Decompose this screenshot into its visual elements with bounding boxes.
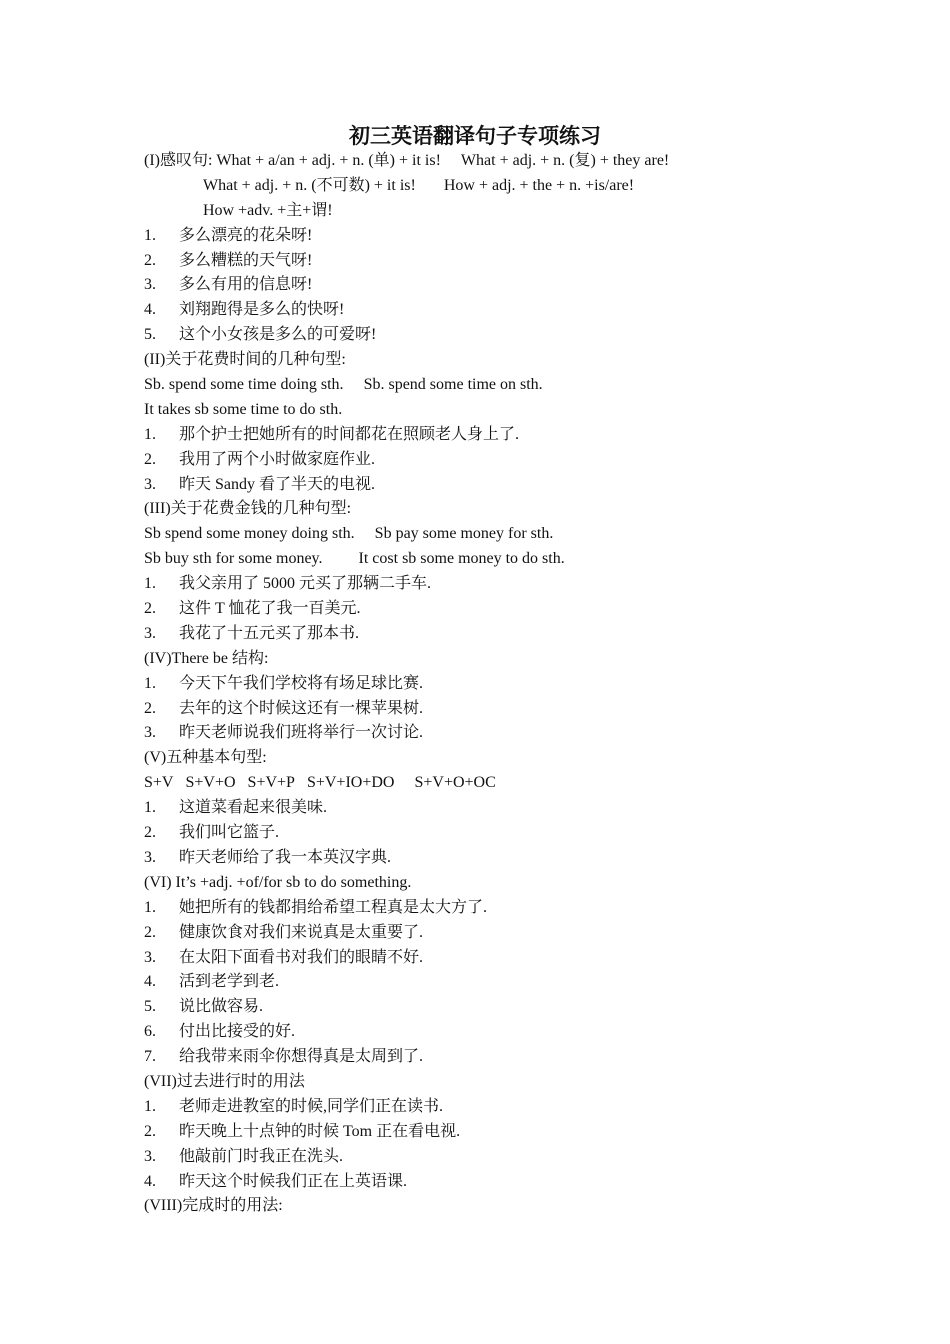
sentence-pattern: It cost sb some money to do sth. [358,550,565,568]
item-number: 1. [144,1097,156,1115]
item-text: 付出比接受的好. [179,1023,296,1041]
list-item [144,672,824,697]
sentence-pattern: Sb. spend some time doing sth. [144,376,344,394]
list-item [144,473,824,498]
section-header-text: (IV)There be 结构: [144,649,269,667]
sentence-pattern: Sb spend some money doing sth. [144,525,355,543]
item-text: 昨天老师给了我一本英汉字典. [179,848,392,866]
item-text: 刘翔跑得是多么的快呀! [179,301,345,319]
item-number: 4. [144,301,156,319]
pattern-line [144,373,824,398]
item-text: 活到老学到老. [179,973,280,991]
list-item [144,921,824,946]
item-text: 在太阳下面看书对我们的眼睛不好. [179,948,424,966]
item-text: 这道菜看起来很美味. [179,799,328,817]
list-item [144,896,824,921]
item-number: 5. [144,998,156,1016]
item-number: 3. [144,848,156,866]
list-item [144,622,824,647]
page-title: 初三英语翻译句子专项练习 [349,124,601,148]
item-number: 4. [144,973,156,991]
section-header-text: (III)关于花费金钱的几种句型: [144,500,352,518]
item-text: 今天下午我们学校将有场足球比赛. [179,674,424,692]
item-text: 我们叫它篮子. [179,824,280,842]
item-text: 昨天这个时候我们正在上英语课. [179,1172,408,1190]
item-text: 给我带来雨伞你想得真是太周到了. [179,1048,424,1066]
list-item [144,249,824,274]
list-item [144,1170,824,1195]
list-item [144,597,824,622]
section-header-iv [144,647,824,672]
section-header-vii [144,1070,824,1095]
list-item [144,995,824,1020]
list-item [144,1045,824,1070]
item-text: 这件 T 恤花了我一百美元. [179,600,361,618]
item-number: 5. [144,326,156,344]
list-item [144,796,824,821]
sentence-pattern: How + adj. + the + n. +is/are! [443,176,635,194]
section-header-vi [144,871,824,896]
list-item [144,298,824,323]
list-item [144,423,824,448]
item-text: 说比做容易. [179,998,264,1016]
list-item [144,821,824,846]
pattern-line [144,398,824,423]
item-number: 1. [144,799,156,817]
item-text: 我父亲用了 5000 元买了那辆二手车. [179,575,432,593]
list-item [144,273,824,298]
item-text: 昨天 Sandy 看了半天的电视. [179,475,376,493]
list-item [144,448,824,473]
sentence-pattern: How +adv. +主+谓! [203,201,333,219]
sentence-pattern: Sb. spend some time on sth. [363,376,543,394]
item-text: 昨天老师说我们班将举行一次讨论. [179,724,424,742]
list-item [144,323,824,348]
item-number: 2. [144,1122,156,1140]
item-number: 3. [144,475,156,493]
item-text: 去年的这个时候这还有一棵苹果树. [179,699,424,717]
list-item [144,970,824,995]
item-number: 2. [144,600,156,618]
section-header-viii [144,1194,824,1219]
item-text: 我花了十五元买了那本书. [179,624,360,642]
item-number: 1. [144,425,156,443]
item-text: 多么糟糕的天气呀! [179,251,313,269]
sentence-pattern: S+V+O+OC [414,774,496,792]
item-text: 老师走进教室的时候,同学们正在读书. [179,1097,444,1115]
section-header-text: (VI) It’s +adj. +of/for sb to do something. [144,873,412,891]
section-header-text: (II)关于花费时间的几种句型: [144,351,346,369]
sentence-pattern: It takes sb some time to do sth. [144,400,343,418]
item-number: 4. [144,1172,156,1190]
pattern-line [144,771,824,796]
list-item [144,1095,824,1120]
section-header-text: (VII)过去进行时的用法 [144,1072,305,1090]
item-number: 6. [144,1023,156,1041]
exercise-content [144,149,824,1219]
item-number: 3. [144,724,156,742]
list-item [144,1020,824,1045]
section-header-v [144,746,824,771]
item-text: 这个小女孩是多么的可爱呀! [179,326,377,344]
sentence-pattern: S+V+IO+DO [306,774,395,792]
item-number: 1. [144,226,156,244]
list-item [144,1145,824,1170]
item-number: 2. [144,450,156,468]
section-header-text: (VIII)完成时的用法: [144,1197,283,1215]
item-number: 1. [144,674,156,692]
section-header-ii [144,348,824,373]
item-number: 3. [144,948,156,966]
section-header-i [144,149,824,174]
sentence-pattern: Sb buy sth for some money. [144,550,323,568]
item-number: 2. [144,824,156,842]
pattern-line [144,547,824,572]
item-text: 那个护士把她所有的时间都花在照顾老人身上了. [179,425,520,443]
sentence-pattern: S+V+O [185,774,236,792]
item-text: 健康饮食对我们来说真是太重要了. [179,923,424,941]
list-item [144,697,824,722]
item-number: 3. [144,1147,156,1165]
item-number: 1. [144,575,156,593]
list-item [144,946,824,971]
sentence-pattern: S+V+P [247,774,295,792]
item-text: 昨天晚上十点钟的时候 Tom 正在看电视. [179,1122,461,1140]
section-header-extra: What + adj. + n. (复) + they are! [460,152,670,169]
item-number: 7. [144,1048,156,1066]
sentence-pattern: Sb pay some money for sth. [374,525,554,543]
item-number: 2. [144,251,156,269]
item-text: 多么漂亮的花朵呀! [179,226,313,244]
item-text: 她把所有的钱都捐给希望工程真是太大方了. [179,898,488,916]
pattern-line [144,174,824,199]
item-text: 我用了两个小时做家庭作业. [179,450,376,468]
section-header-text: (V)五种基本句型: [144,749,267,767]
pattern-line [144,199,824,224]
sentence-pattern: What + adj. + n. (不可数) + it is! [203,176,416,194]
sentence-pattern: S+V [144,774,174,792]
list-item [144,846,824,871]
list-item [144,572,824,597]
pattern-line [144,522,824,547]
list-item [144,721,824,746]
item-number: 2. [144,699,156,717]
section-header-text: (I)感叹句: What + a/an + adj. + n. (单) + it is! [144,152,441,169]
item-number: 3. [144,276,156,294]
section-header-iii [144,497,824,522]
item-number: 3. [144,624,156,642]
item-text: 多么有用的信息呀! [179,276,313,294]
item-number: 2. [144,923,156,941]
item-number: 1. [144,898,156,916]
item-text: 他敲前门时我正在洗头. [179,1147,344,1165]
list-item [144,1120,824,1145]
list-item [144,224,824,249]
